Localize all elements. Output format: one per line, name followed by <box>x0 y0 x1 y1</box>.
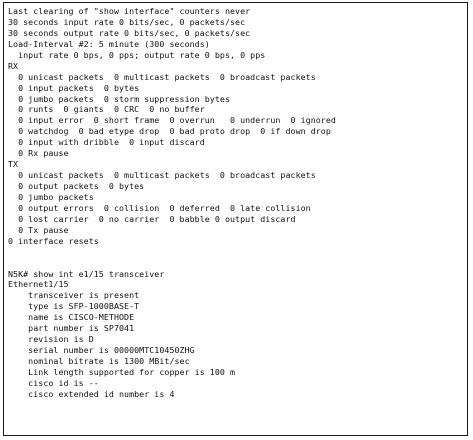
terminal-line: TX <box>8 159 19 170</box>
terminal-line: 0 input error 0 short frame 0 overrun 0 underrun 0 ignored <box>8 115 336 126</box>
terminal-line <box>8 247 336 258</box>
terminal-line: 0 Tx pause <box>8 224 69 235</box>
terminal-line: 30 seconds output rate 0 bits/sec, 0 packets/sec <box>8 27 251 38</box>
terminal-line: part number is SP7041 <box>8 323 135 334</box>
terminal-line: RX <box>8 60 19 71</box>
terminal-line: 0 input with dribble 0 input discard <box>8 137 205 148</box>
terminal-line: Load-Interval #2: 5 minute (300 seconds) <box>8 38 210 49</box>
terminal-line: 0 unicast packets 0 multicast packets 0 broadcast packets <box>8 71 316 82</box>
terminal-line: transceiver is present <box>8 290 140 301</box>
terminal-output <box>8 6 336 400</box>
terminal-line: input rate 0 bps, 0 pps; output rate 0 bps, 0 pps <box>8 49 266 60</box>
terminal-line: 0 interface resets <box>8 235 99 246</box>
terminal-line: Last clearing of "show interface" counters never <box>8 6 251 16</box>
terminal-line: cisco extended id number is 4 <box>8 388 175 399</box>
terminal-line: Ethernet1/15 <box>8 279 69 290</box>
terminal-line: 0 lost carrier 0 no carrier 0 babble 0 output discard <box>8 213 296 224</box>
terminal-line <box>8 258 336 269</box>
terminal-line: N5K# show int e1/15 transceiver <box>8 268 165 279</box>
terminal-line: 0 input packets 0 bytes <box>8 82 140 93</box>
terminal-line: 0 watchdog 0 bad etype drop 0 bad proto drop 0 if down drop <box>8 126 331 137</box>
terminal-line: 0 output errors 0 collision 0 deferred 0 late collision <box>8 202 311 213</box>
terminal-line: cisco id is -- <box>8 377 99 388</box>
terminal-line: serial number is 00000MTC10450ZHG <box>8 345 195 356</box>
terminal-line: 0 jumbo packets <box>8 191 94 202</box>
terminal-line: 30 seconds input rate 0 bits/sec, 0 packets/sec <box>8 16 246 27</box>
terminal-line: Link length supported for copper is 100 m <box>8 366 236 377</box>
terminal-line: type is SFP-1000BASE-T <box>8 301 140 312</box>
terminal-window <box>3 2 468 436</box>
terminal-line: nominal bitrate is 1300 MBit/sec <box>8 356 190 366</box>
terminal-line: 0 Rx pause <box>8 148 69 159</box>
terminal-line: revision is D <box>8 334 94 345</box>
terminal-line: 0 unicast packets 0 multicast packets 0 broadcast packets <box>8 170 316 181</box>
terminal-line: 0 output packets 0 bytes <box>8 181 145 191</box>
terminal-line: 0 jumbo packets 0 storm suppression bytes <box>8 93 230 104</box>
terminal-line: name is CISCO-METHODE <box>8 312 135 323</box>
terminal-line: 0 runts 0 giants 0 CRC 0 no buffer <box>8 104 205 115</box>
